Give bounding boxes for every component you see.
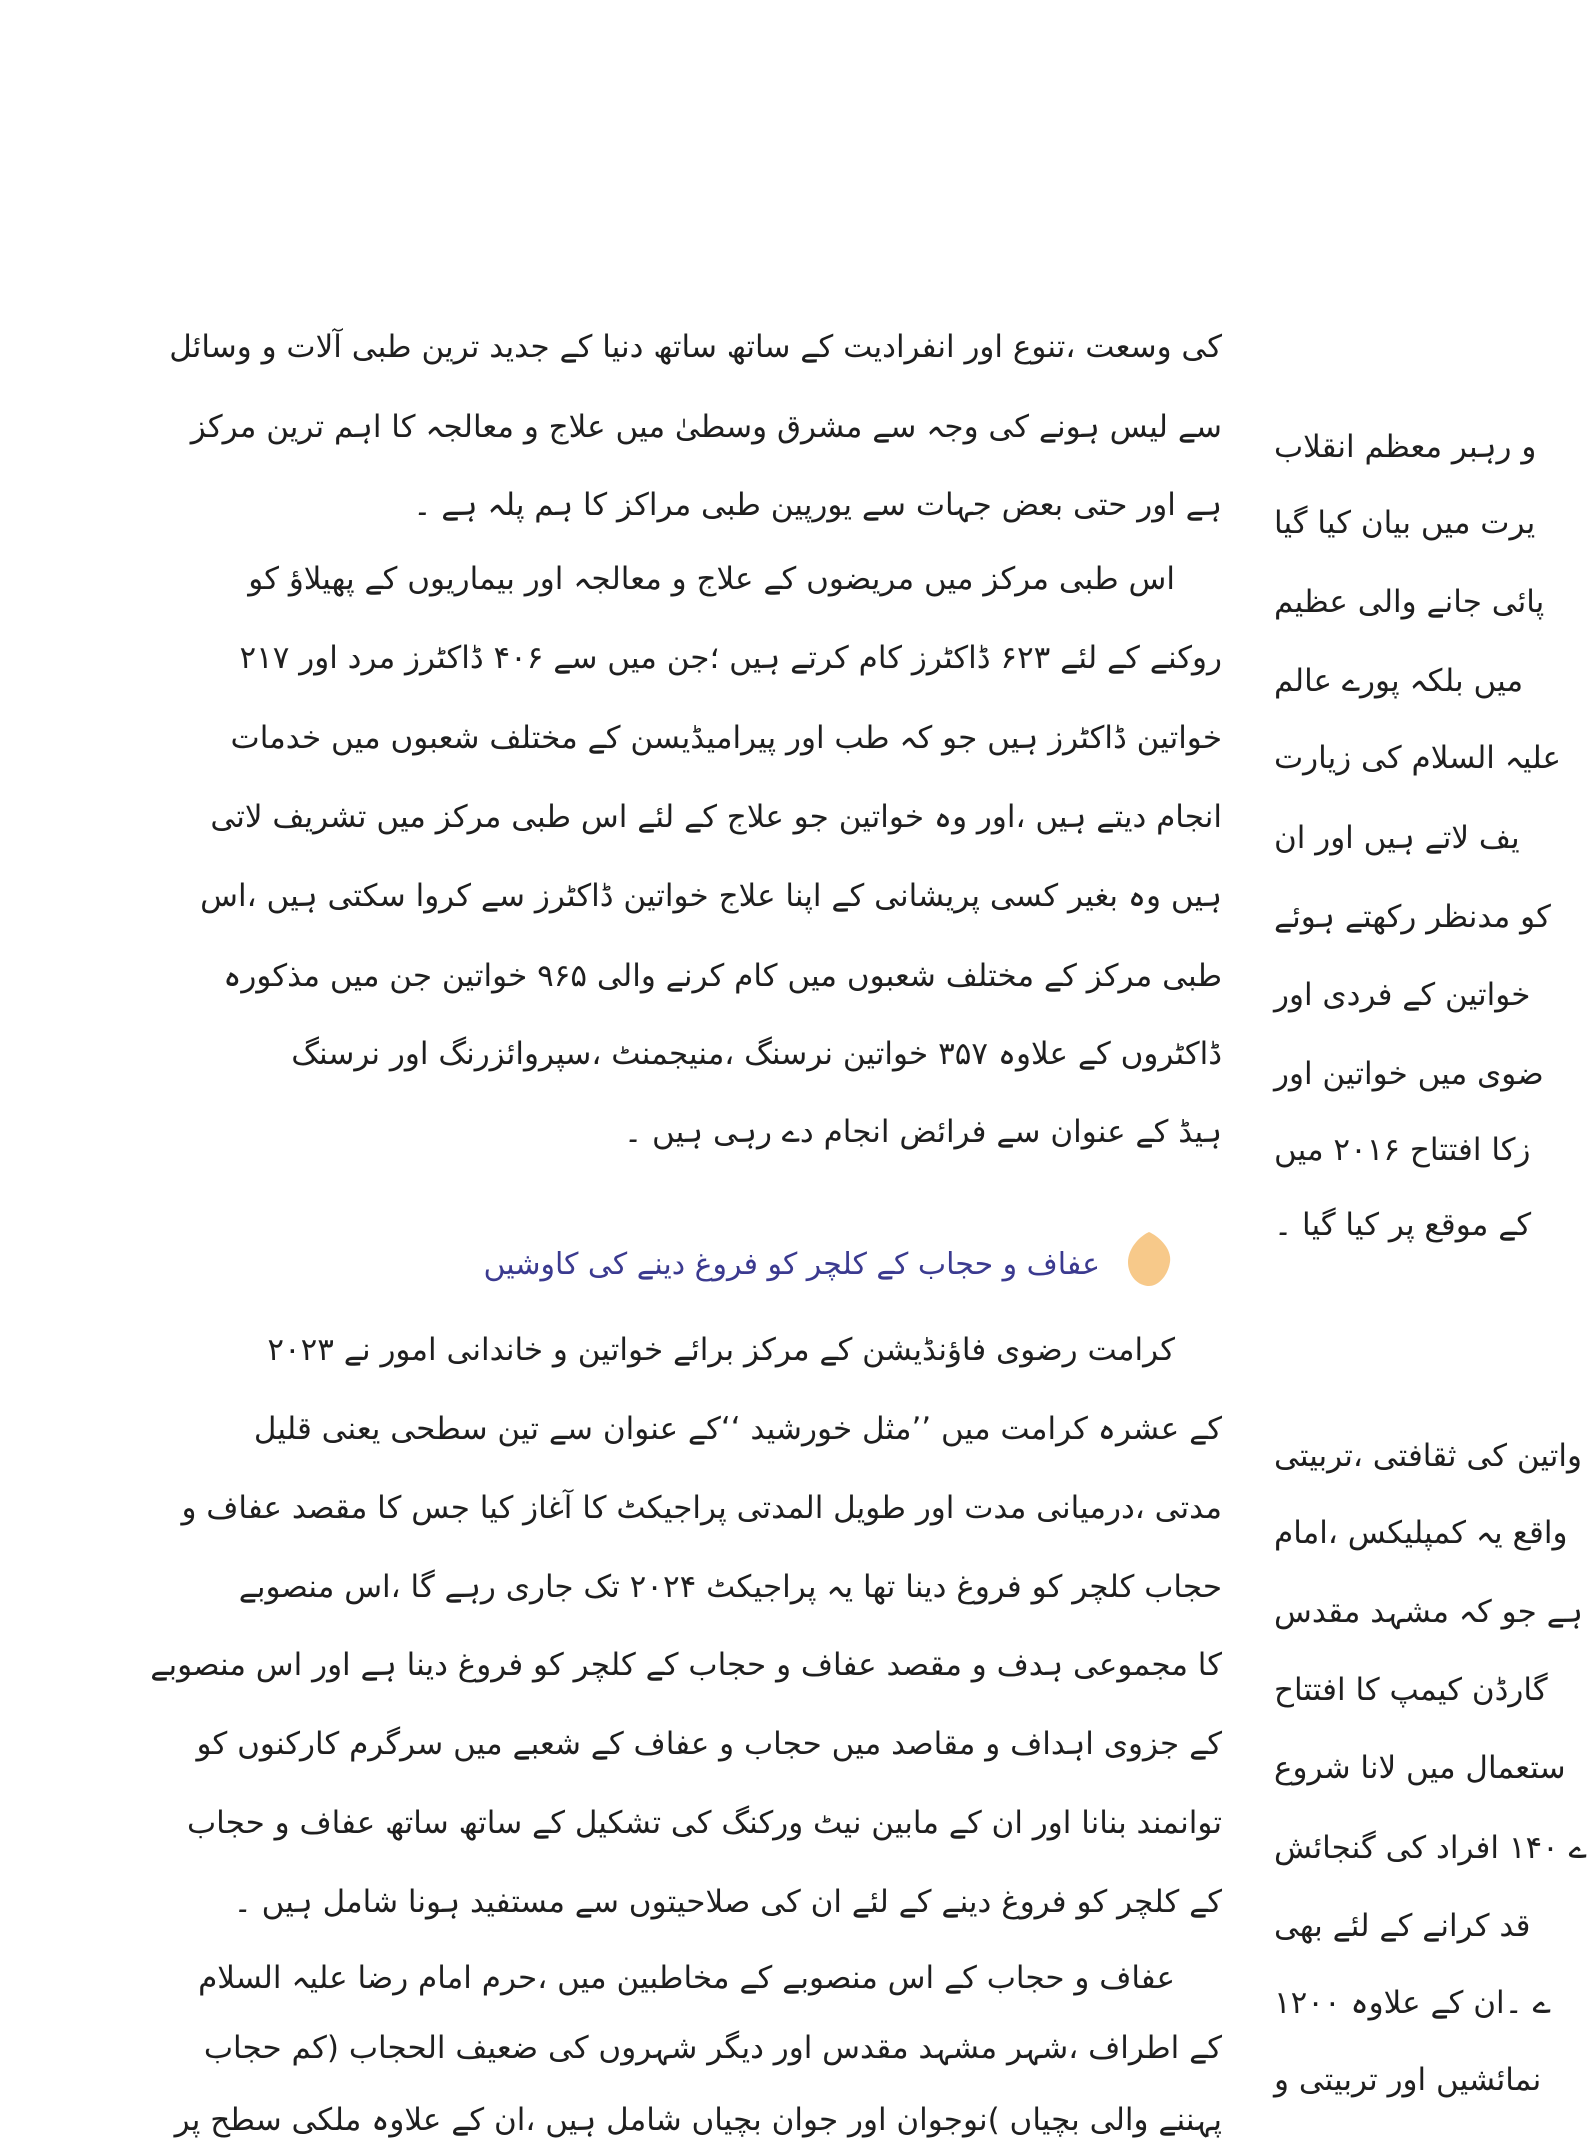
- text-line: حجاب کلچر کو فروغ دینا تھا یہ پراجیکٹ ۲۰۲۴ تک جاری رہے گا ،اس منصوبے: [238, 1569, 1222, 1605]
- text-line: کو مدنظر رکھتے ہوئے: [1274, 899, 1551, 935]
- text-line: اس طبی مرکز میں مریضوں کے علاج و معالجہ اور بیماریوں کے پھیلاؤ کو: [248, 561, 1175, 597]
- text-line: کے کلچر کو فروغ دینے کے لئے ان کی صلاحیتوں سے مستفید ہونا شامل ہیں ۔: [233, 1884, 1222, 1920]
- text-line: مدتی ،درمیانی مدت اور طویل المدتی پراجیکٹ کا آغاز کیا جس کا مقصد عفاف و: [181, 1490, 1222, 1526]
- text-line: قد کرانے کے لئے بھی: [1274, 1908, 1531, 1944]
- text-line: کے اطراف ،شہر مشہد مقدس اور دیگر شہروں کی ضعیف الحجاب (کم حجاب: [203, 2030, 1222, 2066]
- text-line: کے عشرہ کرامت میں ’’مثل خورشید ‘‘کے عنوان سے تین سطحی یعنی قلیل: [253, 1411, 1222, 1447]
- text-line: ہیں وہ بغیر کسی پریشانی کے اپنا علاج خواتین ڈاکٹرز سے کروا سکتی ہیں ،اس: [200, 878, 1222, 914]
- text-line: کی وسعت ،تنوع اور انفرادیت کے ساتھ ساتھ دنیا کے جدید ترین طبی آلات و وسائل: [169, 329, 1222, 365]
- text-line: کے موقع پر کیا گیا ۔: [1274, 1207, 1532, 1243]
- text-line: پہننے والی بچیاں )نوجوان اور جوان بچیاں شامل ہیں ،ان کے علاوہ ملکی سطح پر: [174, 2102, 1222, 2138]
- text-line: ستعمال میں لانا شروع: [1274, 1750, 1566, 1786]
- text-line: سے لیس ہونے کی وجہ سے مشرق وسطیٰ میں علاج و معالجہ کا اہم ترین مرکز: [190, 409, 1222, 445]
- text-line: کرامت رضوی فاؤنڈیشن کے مرکز برائے خواتین و خاندانی امور نے ۲۰۲۳: [267, 1332, 1175, 1368]
- text-line: کا مجموعی ہدف و مقصد عفاف و حجاب کے کلچر کو فروغ دینا ہے اور اس منصوبے: [150, 1647, 1222, 1683]
- text-line: ہے جو کہ مشہد مقدس: [1274, 1594, 1583, 1630]
- section-heading: عفاف و حجاب کے کلچر کو فروغ دینے کی کاوشیں: [483, 1247, 1100, 1282]
- text-line: ضوی میں خواتین اور: [1274, 1056, 1544, 1092]
- text-line: توانمند بنانا اور ان کے مابین نیٹ ورکنگ کی تشکیل کے ساتھ ساتھ عفاف و حجاب: [186, 1805, 1222, 1841]
- text-line: زکا افتتاح ۲۰۱۶ میں: [1274, 1132, 1531, 1168]
- text-line: یرت میں بیان کیا گیا: [1274, 505, 1536, 541]
- text-line: گارڈن کیمپ کا افتتاح: [1274, 1672, 1548, 1708]
- text-line: یف لاتے ہیں اور ان: [1274, 820, 1520, 856]
- text-line: ے ۱۴۰ افراد کی گنجائش: [1274, 1830, 1587, 1866]
- heading-bullet-icon: [1124, 1230, 1174, 1288]
- text-line: خواتین کے فردی اور: [1274, 977, 1531, 1013]
- text-line: میں بلکہ پورے عالم: [1274, 663, 1524, 699]
- text-line: واتین کی ثقافتی ،تربیتی: [1274, 1438, 1583, 1474]
- text-line: روکنے کے لئے ۶۲۳ ڈاکٹرز کام کرتے ہیں ؛جن میں سے ۴۰۶ ڈاکٹرز مرد اور ۲۱۷: [239, 640, 1222, 676]
- text-line: و رہبر معظم انقلاب: [1274, 429, 1537, 465]
- text-line: علیہ السلام کی زیارت: [1274, 740, 1562, 776]
- text-line: ہیڈ کے عنوان سے فرائض انجام دے رہی ہیں ۔: [623, 1114, 1222, 1150]
- text-line: انجام دیتے ہیں ،اور وہ خواتین جو علاج کے لئے اس طبی مرکز میں تشریف لاتی: [210, 799, 1222, 835]
- text-line: ے ۔ان کے علاوہ ۱۲۰۰: [1274, 1985, 1551, 2021]
- text-line: خواتین ڈاکٹرز ہیں جو کہ طب اور پیرامیڈیسن کے مختلف شعبوں میں خدمات: [230, 720, 1222, 756]
- text-line: واقع یہ کمپلیکس ،امام: [1274, 1515, 1568, 1551]
- text-line: نمائشیں اور تربیتی و: [1274, 2062, 1542, 2098]
- text-line: کے جزوی اہداف و مقاصد میں حجاب و عفاف کے شعبے میں سرگرم کارکنوں کو: [196, 1726, 1222, 1762]
- adjacent-column: [1272, 0, 1587, 2130]
- text-line: طبی مرکز کے مختلف شعبوں میں کام کرنے والی ۹۶۵ خواتین جن میں مذکورہ: [223, 958, 1222, 994]
- text-line: ہے اور حتی بعض جہات سے یورپین طبی مراکز کا ہم پلہ ہے ۔: [413, 487, 1222, 523]
- text-line: عفاف و حجاب کے اس منصوبے کے مخاطبین میں ،حرم امام رضا علیہ السلام: [198, 1960, 1175, 1996]
- text-line: ڈاکٹروں کے علاوہ ۳۵۷ خواتین نرسنگ ،منیجمنٹ ،سپروائزرنگ اور نرسنگ: [291, 1036, 1222, 1072]
- text-line: پائی جانے والی عظیم: [1274, 584, 1545, 620]
